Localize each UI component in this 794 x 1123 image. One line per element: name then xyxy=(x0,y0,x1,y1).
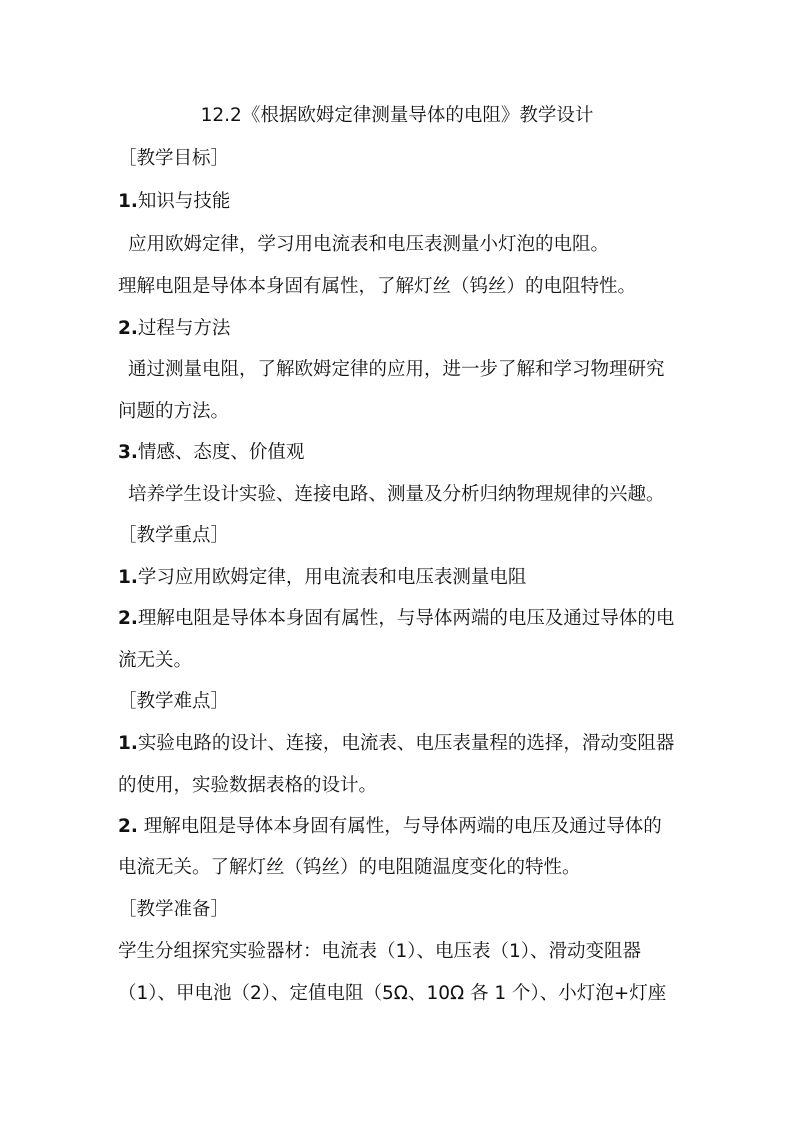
objective-1-heading xyxy=(118,189,230,215)
section-heading-objectives: ［教学目标］ xyxy=(118,148,230,169)
objective-2-text-b: 问题的方法。 xyxy=(118,401,230,422)
objective-2-number: 2. xyxy=(118,318,138,339)
key-point-1-text: 学习应用欧姆定律，用电流表和电压表测量电阻 xyxy=(137,567,527,588)
objective-1-title: 知识与技能 xyxy=(137,191,231,212)
objective-1-text-a: 应用欧姆定律，学习用电流表和电压表测量小灯泡的电阻。 xyxy=(128,234,610,255)
preparation-text-a: 学生分组探究实验器材：电流表（1）、电压表（1）、滑动变阻器 xyxy=(118,941,642,962)
preparation-text-b: （1）、甲电池（2）、定值电阻（5Ω、10Ω 各 1 个）、小灯泡+灯座 xyxy=(118,983,667,1004)
objective-3-text: 培养学生设计实验、连接电路、测量及分析归纳物理规律的兴趣。 xyxy=(128,484,665,505)
key-point-1-number: 1. xyxy=(118,567,138,588)
document-title: 12.2《根据欧姆定律测量导体的电阻》教学设计 xyxy=(200,105,594,126)
difficulty-2-text-b: 电流无关。了解灯丝（钨丝）的电阻随温度变化的特性。 xyxy=(118,857,581,878)
difficulty-2 xyxy=(118,814,662,840)
objective-1-text-b: 理解电阻是导体本身固有属性，了解灯丝（钨丝）的电阻特性。 xyxy=(118,276,637,297)
key-point-2-text-a: 理解电阻是导体本身固有属性，与导体两端的电压及通过导体的电 xyxy=(137,608,675,629)
difficulty-1-number: 1. xyxy=(118,733,138,754)
objective-3-title: 情感、态度、价值观 xyxy=(137,442,305,463)
section-heading-preparation: ［教学准备］ xyxy=(118,899,230,920)
difficulty-1-text-b: 的使用，实验数据表格的设计。 xyxy=(118,775,378,796)
objective-1-number: 1. xyxy=(118,191,138,212)
key-point-1 xyxy=(118,565,526,591)
key-point-2-number: 2. xyxy=(118,608,138,629)
objective-2-heading xyxy=(118,316,230,342)
key-point-2-text-b: 流无关。 xyxy=(118,650,193,671)
objective-2-text-a: 通过测量电阻，了解欧姆定律的应用，进一步了解和学习物理研究 xyxy=(128,359,665,380)
key-point-2 xyxy=(118,606,674,632)
objective-3-number: 3. xyxy=(118,442,138,463)
section-heading-difficulties: ［教学难点］ xyxy=(118,691,230,712)
section-heading-key-points: ［教学重点］ xyxy=(118,525,230,546)
difficulty-2-text-a: 理解电阻是导体本身固有属性，与导体两端的电压及通过导体的 xyxy=(137,816,662,837)
difficulty-2-number: 2. xyxy=(118,816,138,837)
objective-3-heading xyxy=(118,440,304,466)
objective-2-title: 过程与方法 xyxy=(137,318,231,339)
difficulty-1 xyxy=(118,731,674,757)
difficulty-1-text-a: 实验电路的设计、连接，电流表、电压表量程的选择，滑动变阻器 xyxy=(137,733,675,754)
